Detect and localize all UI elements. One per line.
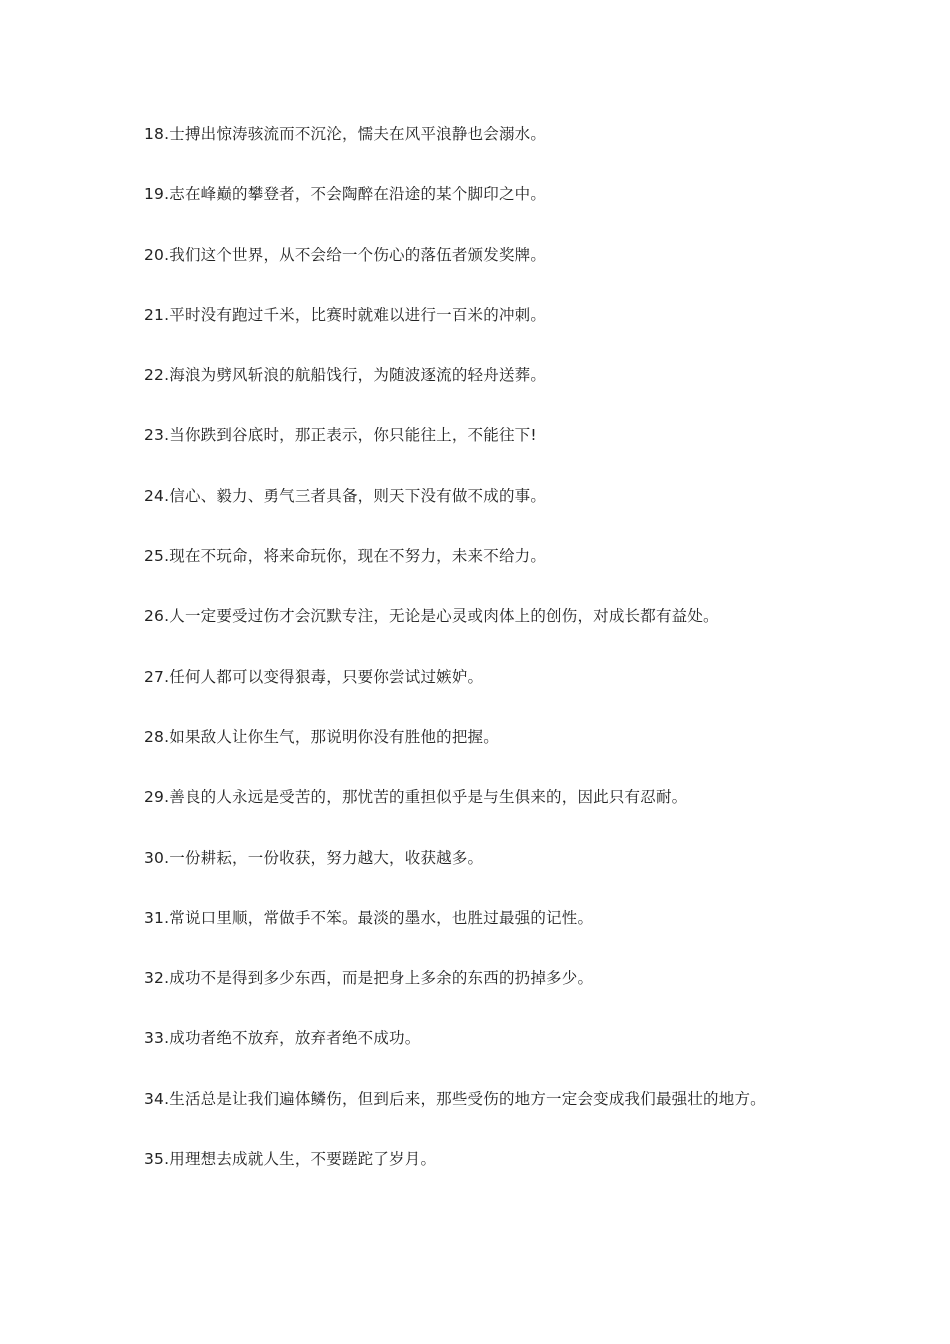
quote-item: 32.成功不是得到多少东西，而是把身上多余的东西的扔掉多少。 — [144, 969, 594, 988]
quote-item: 23.当你跌到谷底时，那正表示，你只能往上，不能往下! — [144, 426, 537, 445]
quote-list — [144, 121, 924, 1206]
quote-item: 28.如果敌人让你生气，那说明你没有胜他的把握。 — [144, 727, 499, 746]
quote-item: 27.任何人都可以变得狠毒，只要你尝试过嫉妒。 — [144, 667, 484, 686]
quote-item: 33.成功者绝不放弃，放弃者绝不成功。 — [144, 1029, 421, 1048]
quote-item: 30.一份耕耘，一份收获，努力越大，收获越多。 — [144, 848, 484, 867]
quote-item: 29.善良的人永远是受苦的，那忧苦的重担似乎是与生俱来的，因此只有忍耐。 — [144, 788, 688, 807]
quote-item: 31.常说口里顺，常做手不笨。最淡的墨水，也胜过最强的记性。 — [144, 908, 594, 927]
quote-item: 19.志在峰巅的攀登者，不会陶醉在沿途的某个脚印之中。 — [144, 185, 547, 204]
quote-item: 26.人一定要受过伤才会沉默专注，无论是心灵或肉体上的创伤，对成长都有益处。 — [144, 607, 719, 626]
quote-item: 20.我们这个世界，从不会给一个伤心的落伍者颁发奖牌。 — [144, 245, 547, 264]
quote-item: 25.现在不玩命，将来命玩你，现在不努力，未来不给力。 — [144, 547, 547, 566]
quote-item: 24.信心、毅力、勇气三者具备，则天下没有做不成的事。 — [144, 486, 547, 505]
quote-item: 18.士搏出惊涛骇流而不沉沦，懦夫在风平浪静也会溺水。 — [144, 125, 547, 143]
quote-item: 22.海浪为劈风斩浪的航船饯行，为随波逐流的轻舟送葬。 — [144, 366, 547, 385]
quote-item: 35.用理想去成就人生，不要蹉跎了岁月。 — [144, 1150, 437, 1169]
quote-item: 34.生活总是让我们遍体鳞伤，但到后来，那些受伤的地方一定会变成我们最强壮的地方。 — [144, 1089, 766, 1108]
quote-item: 21.平时没有跑过千米，比赛时就难以进行一百米的冲刺。 — [144, 305, 547, 324]
